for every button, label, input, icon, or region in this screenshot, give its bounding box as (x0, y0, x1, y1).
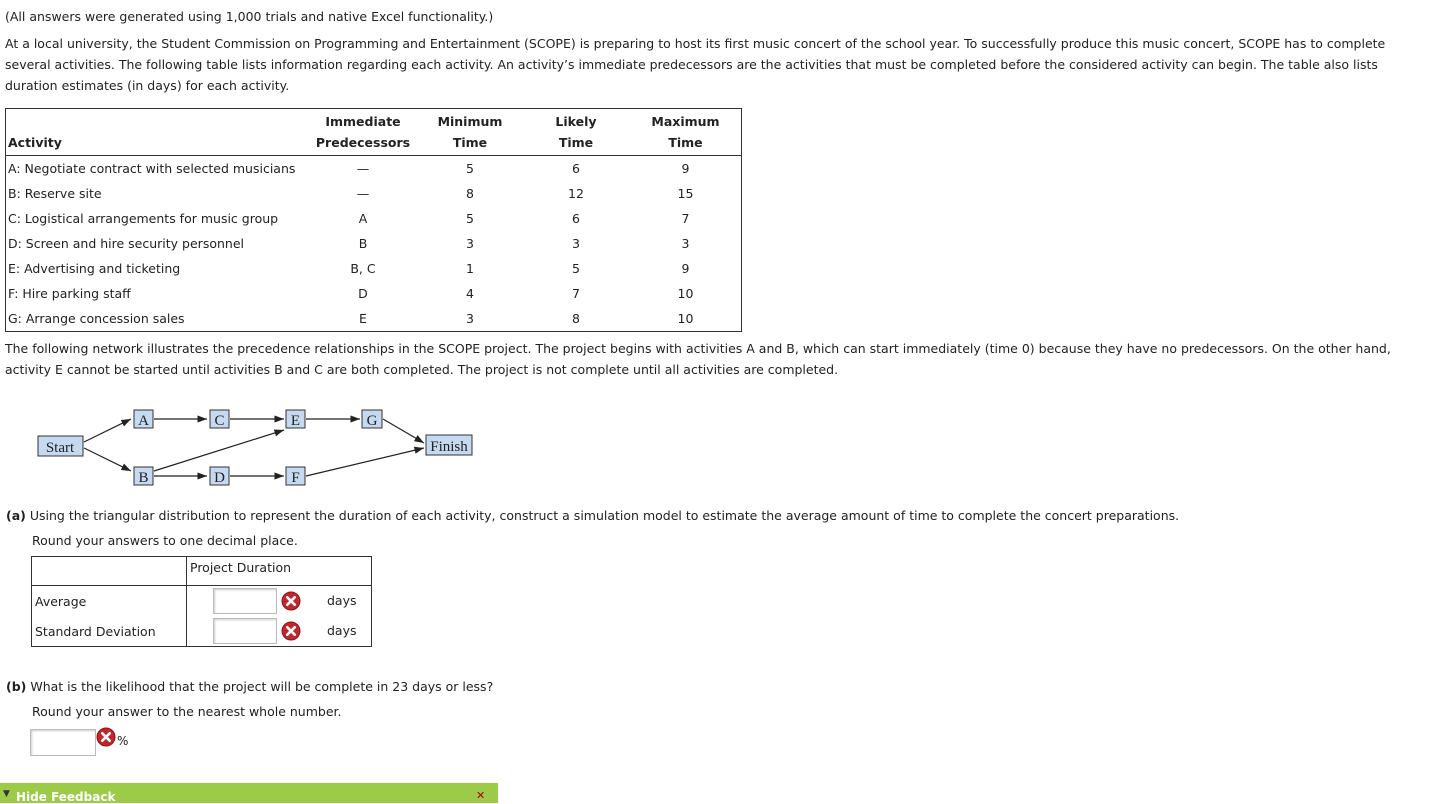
table-row (6, 306, 742, 332)
part-b-question (6, 677, 493, 697)
table-header-row (6, 109, 742, 156)
part-b-text: What is the likelihood that the project will be complete in 23 days or less? (30, 679, 494, 694)
cell-maximum: 9 (681, 161, 690, 176)
incorrect-x-icon (96, 727, 116, 747)
cell-predecessors: A (358, 211, 368, 226)
cell-likely: 5 (572, 261, 580, 276)
cell-likely: 8 (572, 311, 580, 326)
table-row (6, 231, 742, 256)
svg-text:E: E (290, 413, 301, 429)
average-cell (187, 586, 372, 617)
svg-text:F: F (291, 470, 300, 486)
cell-minimum: 3 (466, 236, 474, 251)
svg-text:B: B (138, 470, 149, 486)
cell-minimum: 5 (466, 211, 474, 226)
cell-maximum: 3 (681, 236, 690, 251)
part-a-text: Using the triangular distribution to represent the duration of each activity, construct a simulation model to estimate the average amount of time to complete the concert preparations. (29, 508, 1180, 523)
likelihood-input[interactable] (30, 729, 96, 756)
incorrect-x-icon (281, 621, 301, 641)
hide-feedback-bar[interactable] (0, 783, 498, 803)
answer-header-row (32, 557, 372, 586)
average-input[interactable] (213, 588, 277, 614)
incorrect-x-icon (281, 591, 301, 611)
cell-likely: 6 (572, 161, 580, 176)
svg-text:Start: Start (45, 440, 75, 456)
svg-text:D: D (214, 470, 225, 486)
arrow-start-b (84, 448, 131, 471)
answer-header-project-duration: Project Duration (187, 557, 372, 586)
cell-likely: 6 (572, 211, 580, 226)
network-description: The following network illustrates the precedence relationships in the SCOPE project. The project begins with activities A and B, which can start immediately (time 0) because they have no predecessors. On the other hand, activity E cannot be started until activities B and C are both completed. The project is not complete until all activities are completed. (5, 341, 1391, 377)
header-minimum-time: Minimum Time (437, 114, 503, 150)
activity-table (5, 108, 742, 332)
header-activity: Activity (8, 135, 62, 150)
table-row (6, 256, 742, 281)
cell-minimum: 1 (466, 261, 474, 276)
intro-note: (All answers were generated using 1,000 trials and native Excel functionality.) (5, 9, 494, 24)
average-unit: days (326, 592, 357, 608)
arrow-start-a (84, 419, 131, 442)
cell-likely: 7 (572, 286, 580, 301)
cell-predecessors: — (356, 186, 370, 201)
part-a-rounding-note: Round your answers to one decimal place. (32, 533, 298, 548)
header-predecessors: Immediate Predecessors (315, 114, 411, 150)
cell-maximum: 9 (681, 261, 690, 276)
cell-predecessors: E (359, 311, 367, 326)
answer-row-average (32, 586, 372, 617)
svg-text:A: A (138, 413, 149, 429)
answer-header-blank (32, 557, 187, 586)
node-e (286, 410, 305, 429)
node-a (134, 410, 153, 429)
table-row (6, 181, 742, 206)
cell-maximum: 15 (677, 186, 694, 201)
node-d (210, 467, 229, 486)
std-dev-label: Standard Deviation (32, 616, 187, 647)
cell-maximum: 10 (677, 286, 694, 301)
svg-text:C: C (214, 413, 225, 429)
hide-feedback-label: Hide Feedback (16, 790, 116, 804)
cell-activity: F: Hire parking staff (8, 286, 131, 301)
cell-activity: A: Negotiate contract with selected musicians (8, 161, 296, 176)
collapse-triangle-icon: ▼ (3, 789, 10, 799)
std-dev-cell (187, 616, 372, 647)
close-icon[interactable]: ✕ (476, 789, 486, 802)
cell-likely: 3 (572, 236, 580, 251)
part-a-question (6, 506, 1179, 526)
node-b (134, 467, 153, 486)
cell-activity: C: Logistical arrangements for music group (8, 211, 279, 226)
cell-minimum: 3 (466, 311, 474, 326)
precedence-network-diagram (0, 398, 480, 490)
percent-unit: % (117, 734, 129, 748)
std-dev-input[interactable] (213, 618, 277, 644)
table-row (6, 281, 742, 306)
node-f (286, 467, 305, 486)
table-row (6, 156, 742, 182)
svg-text:Finish: Finish (430, 439, 468, 455)
arrow-b-e (154, 430, 284, 471)
cell-minimum: 5 (466, 161, 474, 176)
svg-text:G: G (366, 413, 378, 429)
cell-maximum: 10 (677, 311, 694, 326)
cell-activity: D: Screen and hire security personnel (8, 236, 244, 251)
node-start (38, 436, 83, 456)
std-dev-unit: days (326, 622, 357, 638)
cell-predecessors: B, C (350, 261, 376, 276)
cell-minimum: 4 (466, 286, 474, 301)
answer-row-std-dev (32, 616, 372, 647)
header-likely-time: Likely Time (555, 114, 597, 150)
table-row (6, 206, 742, 231)
arrow-g-finish (383, 419, 424, 443)
part-a-answer-table (31, 556, 372, 647)
cell-likely: 12 (568, 186, 584, 201)
header-maximum-time: Maximum Time (651, 114, 720, 150)
cell-maximum: 7 (681, 211, 690, 226)
problem-description: At a local university, the Student Commission on Programming and Entertainment (SCOPE) is preparing to host its first music concert of the school year. To successfully produce this music concert, SCOPE has to complete several activities. The following table lists information regarding each activity. An activity’s immediate predecessors are the activities that must be completed before the considered activity can begin. The table also lists duration estimates (in days) for each activity. (5, 36, 1386, 93)
cell-activity: B: Reserve site (8, 186, 102, 201)
average-label: Average (32, 586, 187, 617)
cell-predecessors: D (358, 286, 368, 301)
part-a-label: (a) (6, 508, 26, 523)
cell-activity: E: Advertising and ticketing (8, 261, 181, 276)
node-c (210, 410, 229, 429)
cell-predecessors: — (356, 161, 370, 176)
cell-activity: G: Arrange concession sales (8, 311, 185, 326)
part-b-rounding-note: Round your answer to the nearest whole number. (32, 704, 342, 719)
cell-predecessors: B (358, 236, 368, 251)
node-g (362, 410, 382, 429)
part-b-label: (b) (6, 679, 27, 694)
cell-minimum: 8 (466, 186, 474, 201)
node-finish (426, 435, 472, 455)
arrow-f-finish (306, 448, 424, 476)
